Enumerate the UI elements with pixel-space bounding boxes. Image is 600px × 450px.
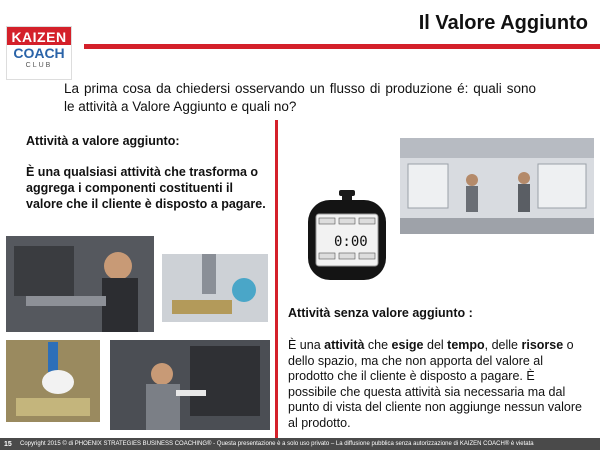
photo-machining [162, 254, 268, 322]
photo-gloved-hand [6, 340, 100, 422]
logo-mid-text: COACH [13, 45, 65, 61]
def-bold-risorse: risorse [521, 338, 564, 352]
non-value-added-definition [288, 338, 584, 431]
slide-title: Il Valore Aggiunto [418, 12, 588, 34]
def-part: che [364, 338, 392, 352]
footer-bar [0, 438, 600, 450]
intro-text: La prima cosa da chiedersi osservando un flusso di produzione é: quali sono le attività a Valore Aggiunto e quali no? [64, 81, 536, 114]
stopwatch-display: 0:00 [334, 234, 368, 250]
def-bold-esige: esige [391, 338, 424, 352]
slide-number: 15 [4, 441, 12, 448]
copyright-text: Copyright 2015 © di PHOENIX STRATEGIES BUSINESS COACHING® - Questa presentazione è a solo uso privato – La diffusione pubblica senza autorizzazione di KAIZEN COACH® è vietata [20, 441, 534, 447]
kaizen-coach-logo [6, 26, 72, 80]
photo-worker-assembly [6, 236, 154, 332]
def-part: del [423, 338, 448, 352]
non-value-added-heading: Attività senza valore aggiunto : [288, 306, 473, 320]
photo-factory-floor [400, 138, 594, 234]
def-bold-attivita: attività [324, 338, 365, 352]
vertical-divider [275, 120, 278, 438]
value-added-definition: È una qualsiasi attività che trasforma o aggrega i componenti costituenti il valore che il cliente è disposto a pagare. [26, 165, 266, 211]
photo-technician [110, 340, 270, 430]
def-part: È una [288, 338, 325, 352]
def-part: o dello spazio, ma che non apporta del valore al prodotto che il cliente è disposto a pagare. È possibile che questa attività sia necessaria ma dal punto di vista del cliente non aggiunge nessun valore al prodotto. [288, 338, 582, 430]
value-added-heading: Attività a valore aggiunto: [26, 134, 180, 148]
title-rule [84, 44, 600, 49]
logo-bottom-text: CLUB [25, 62, 53, 69]
def-bold-tempo: tempo [447, 338, 485, 352]
logo-top-text: KAIZEN [7, 27, 71, 45]
def-part: , delle [484, 338, 522, 352]
